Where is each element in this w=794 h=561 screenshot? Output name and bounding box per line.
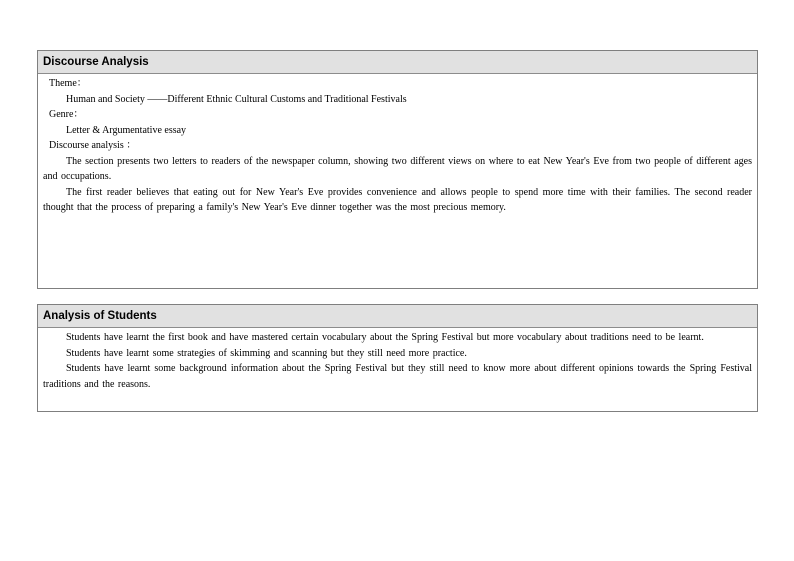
genre-value: Letter & Argumentative essay (66, 124, 187, 136)
analysis-of-students-title: Analysis of Students (38, 305, 757, 328)
discourse-analysis-panel (37, 50, 758, 289)
discourse-analysis-label: Discourse analysis ： (49, 140, 137, 151)
discourse-analysis-body (38, 74, 757, 216)
students-paragraph: Students have learnt some background information about the Spring Festival but they still need to know more about different opinions towards the Spring Festival traditions and the reasons. (43, 363, 752, 390)
theme-label: Theme： (49, 78, 87, 89)
discourse-analysis-title: Discourse Analysis (38, 51, 757, 74)
theme-value: Human and Society ——Different Ethnic Cultural Customs and Traditional Festivals (66, 93, 407, 105)
discourse-paragraph: The section presents two letters to readers of the newspaper column, showing two different views on where to eat New Year's Eve from two people of different ages and occupations. (43, 155, 752, 182)
students-paragraph: Students have learnt the first book and have mastered certain vocabulary about the Spring Festival but more vocabulary about traditions need to be learnt. (66, 332, 704, 343)
analysis-of-students-body (38, 328, 757, 392)
students-paragraph: Students have learnt some strategies of skimming and scanning but they still need more practice. (66, 347, 467, 359)
genre-label: Genre： (49, 109, 84, 120)
analysis-of-students-panel (37, 304, 758, 412)
discourse-paragraph: The first reader believes that eating out for New Year's Eve provides convenience and allows people to spend more time with their families. The second reader thought that the process of preparing a family's New Year's Eve dinner together was the most precious memory. (43, 186, 752, 213)
